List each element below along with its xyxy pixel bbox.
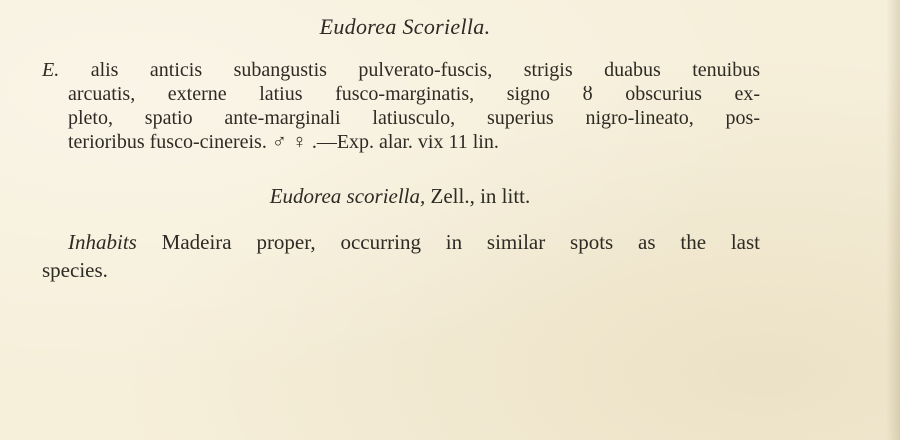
synonym-citation — [0, 184, 800, 209]
habitat-lead: Inhabits — [68, 230, 137, 254]
habitat-note — [42, 228, 760, 284]
synonym-name: Eudorea scoriella, — [269, 184, 426, 208]
page-edge-shadow — [886, 0, 900, 440]
habitat-line-2: species. — [42, 258, 108, 282]
description-line-1 — [42, 58, 760, 82]
description-line-4: terioribus fusco-cinereis. ♂ ♀ .—Exp. alar. vix 11 lin. — [68, 131, 499, 153]
description-text-1: alis anticis subangustis pulverato-fuscis, strigis duabus tenuibus — [90, 59, 760, 81]
description-line-2: arcuatis, externe latius fusco-marginatis, signo ȣ obscurius ex- — [68, 83, 760, 105]
genus-abbreviation: E. — [42, 59, 60, 81]
habitat-line-1 — [42, 228, 760, 256]
species-description — [42, 58, 760, 154]
description-line-3: pleto, spatio ante-marginali latiusculo, superius nigro-lineato, pos- — [68, 107, 760, 129]
habitat-text-1: Madeira proper, occurring in similar spots as the last — [136, 230, 760, 254]
synonym-authority: Zell., in litt. — [425, 184, 531, 208]
species-heading: Eudorea Scoriella. — [319, 14, 491, 39]
